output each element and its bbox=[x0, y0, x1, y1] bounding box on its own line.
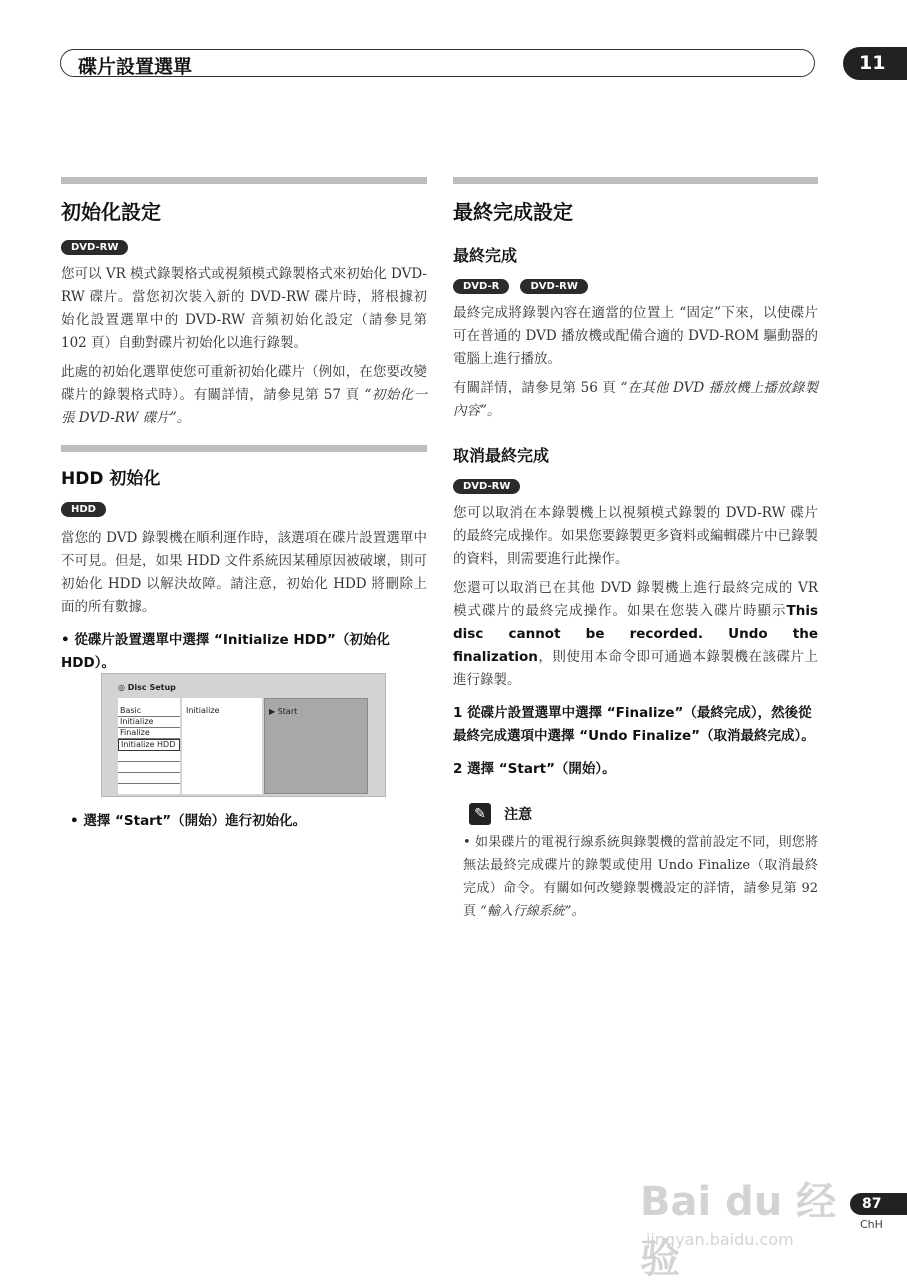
page-number: 87 bbox=[850, 1193, 907, 1215]
section-heading-finalize-settings: 最終完成設定 bbox=[453, 200, 573, 224]
disc-setup-submenu bbox=[182, 698, 262, 794]
paragraph: 最終完成將錄製內容在適當的位置上 “固定”下來，以使碟片可在普通的 DVD 播放機或配備合適的 DVD-ROM 驅動器的電腦上進行播放。 bbox=[453, 305, 818, 367]
instruction-step-1: 1 從碟片設置選單中選擇 “Finalize”（最終完成），然後從最終完成選項中選擇 “Undo Finalize”（取消最終完成）。 bbox=[453, 705, 815, 744]
option-start-label: Start bbox=[277, 707, 298, 716]
tag-hdd: HDD bbox=[61, 502, 106, 517]
left-column bbox=[61, 177, 427, 430]
tag-row bbox=[61, 235, 427, 255]
tag-dvd-rw: DVD-RW bbox=[453, 479, 520, 494]
menu-item-basic: Basic bbox=[118, 706, 180, 717]
paragraph bbox=[61, 361, 427, 430]
menu-blank-row bbox=[118, 762, 180, 773]
subheading-undo-finalize: 取消最終完成 bbox=[453, 446, 550, 465]
paragraph-text: 有關詳情，請參見第 56 頁 bbox=[453, 380, 616, 396]
paragraph-text: 此處的初始化選單使您可重新初始化碟片（例如，在您要改變碟片的錄製格式時）。有關詳情，請參見第 57 頁 bbox=[61, 364, 427, 403]
reference-link: “在其他 DVD 播放機上播放錄製內容”。 bbox=[453, 380, 818, 419]
reference-link: “初始化一張 DVD-RW 碟片”。 bbox=[61, 387, 428, 426]
section-heading-initialize: 初始化設定 bbox=[61, 200, 161, 224]
subheading-finalize: 最終完成 bbox=[453, 246, 518, 265]
paragraph: 您可以 VR 模式錄製格式或視頻模式錄製格式來初始化 DVD-RW 碟片。當您初次裝入新的 DVD-RW 碟片時，將根據初始化設置選單中的 DVD-RW 音頻初始化設定（請參見第 102 頁）自動對碟片初始化以進行錄製。 bbox=[61, 266, 427, 351]
note-header bbox=[453, 803, 818, 825]
tag-dvd-r: DVD-R bbox=[453, 279, 509, 294]
option-start bbox=[265, 699, 367, 724]
menu-item-initialize-hdd: Initialize HDD bbox=[118, 739, 180, 751]
instruction-step: • 選擇 “Start”（開始）進行初始化。 bbox=[70, 813, 307, 829]
watermark bbox=[640, 1140, 850, 1282]
disc-setup-screenshot bbox=[101, 673, 386, 797]
note-text: • 如果碟片的電視行線系統與錄製機的當前設定不同，則您將無法最終完成碟片的錄製或使用 Undo Finalize（取消最終完成）命令。有關如何改變錄製機設定的詳情，請參見第 92 頁 bbox=[463, 835, 818, 919]
tag-row bbox=[453, 474, 818, 494]
paragraph-text: ，則使用本命令即可通過本錄製機在該碟片上進行錄製。 bbox=[453, 649, 818, 688]
paragraph bbox=[453, 377, 818, 423]
disc-setup-options bbox=[264, 698, 368, 794]
menu-blank-row bbox=[118, 773, 180, 784]
disc-icon: ◎ bbox=[118, 683, 125, 692]
note-body bbox=[453, 831, 818, 923]
watermark-brand: Bai du 经验 bbox=[640, 1179, 837, 1282]
disc-setup-title-text: Disc Setup bbox=[127, 683, 176, 692]
onscreen-message: This disc cannot be recorded. Undo the finalization bbox=[453, 603, 818, 665]
tag-row bbox=[453, 274, 818, 294]
tag-dvd-rw: DVD-RW bbox=[61, 240, 128, 255]
chapter-badge: 11 bbox=[843, 47, 907, 80]
section-heading-hdd: HDD 初始化 bbox=[61, 469, 161, 489]
disc-setup-title bbox=[118, 683, 176, 692]
tag-row bbox=[61, 497, 427, 517]
menu-item-finalize: Finalize bbox=[118, 728, 180, 739]
menu-item-initialize: Initialize bbox=[118, 717, 180, 728]
pencil-icon: ✎ bbox=[469, 803, 491, 825]
section-rule bbox=[453, 177, 818, 184]
page-title: 碟片設置選單 bbox=[78, 56, 193, 78]
left-column-hdd bbox=[61, 445, 427, 675]
tag-dvd-rw: DVD-RW bbox=[520, 279, 587, 294]
instruction-step-2: 2 選擇 “Start”（開始）。 bbox=[453, 761, 616, 777]
submenu-item-initialize: Initialize bbox=[186, 706, 220, 715]
reference-link: “輸入行線系統”。 bbox=[480, 904, 585, 919]
right-column bbox=[453, 177, 818, 923]
section-rule bbox=[61, 445, 427, 452]
paragraph: 當您的 DVD 錄製機在順利運作時，該選項在碟片設置選單中不可見。但是，如果 HDD 文件系統因某種原因被破壞，則可初始化 HDD 以解決故障。請注意，初始化 HDD 將刪除上面的所有數據。 bbox=[61, 530, 428, 615]
menu-blank-row bbox=[118, 751, 180, 762]
section-rule bbox=[61, 177, 427, 184]
watermark-url: jingyan.baidu.com bbox=[646, 1230, 794, 1249]
disc-setup-menu bbox=[118, 698, 180, 794]
play-arrow-icon: ▶ bbox=[269, 707, 276, 716]
language-code: ChH bbox=[860, 1218, 883, 1231]
paragraph bbox=[453, 577, 818, 692]
paragraph-text: 您還可以取消已在其他 DVD 錄製機上進行最終完成的 VR 模式碟片的最終完成操作。如果在您裝入碟片時顯示 bbox=[453, 580, 818, 619]
paragraph: 您可以取消在本錄製機上以視頻模式錄製的 DVD-RW 碟片的最終完成操作。如果您要錄製更多資料或編輯碟片中已錄製的資料，則需要進行此操作。 bbox=[453, 505, 818, 567]
instruction-step: • 從碟片設置選單中選擇 “Initialize HDD”（初始化 HDD）。 bbox=[61, 632, 390, 671]
note-title: 注意 bbox=[504, 807, 533, 823]
